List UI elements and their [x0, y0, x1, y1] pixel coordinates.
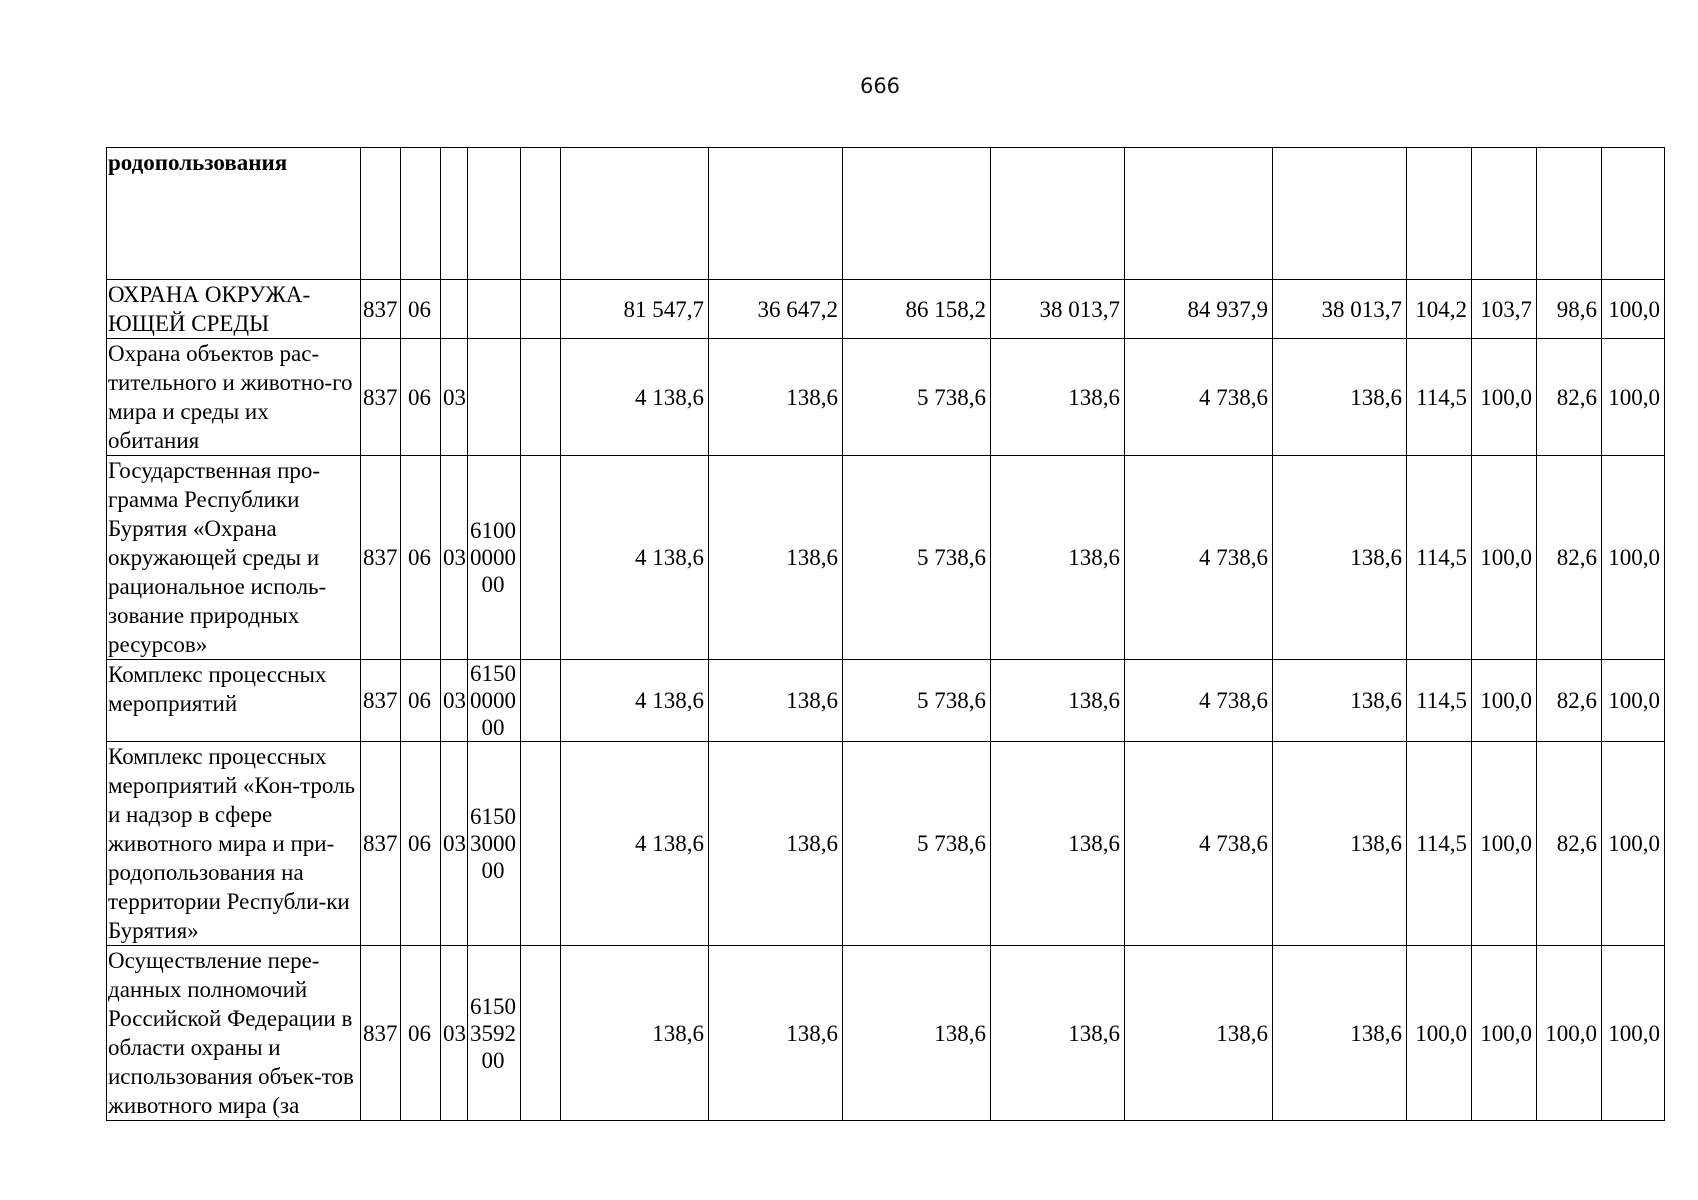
target-article-part: 6100 [470, 518, 516, 543]
percent-cell: 100,0 [1472, 456, 1537, 660]
target-article-cell [468, 742, 521, 946]
percent-cell: 82,6 [1537, 660, 1602, 742]
percent-cell: 103,7 [1472, 280, 1537, 339]
target-article-part: 00 [481, 1047, 505, 1073]
percent-cell: 114,5 [1407, 742, 1472, 946]
section-code-cell: 06 [401, 946, 441, 1121]
section-code-cell: 06 [401, 280, 441, 339]
section-code-cell: 06 [401, 339, 441, 456]
amount-cell: 138,6 [709, 946, 843, 1121]
percent-cell [1407, 148, 1472, 280]
percent-cell: 100,0 [1602, 456, 1665, 660]
table-row [107, 456, 1665, 660]
subsection-code-cell: 03 [441, 742, 468, 946]
subsection-code-cell: 03 [441, 946, 468, 1121]
amount-cell: 138,6 [991, 456, 1125, 660]
table-row [107, 946, 1665, 1121]
subsection-code-cell: 03 [441, 660, 468, 742]
amount-cell: 138,6 [991, 742, 1125, 946]
target-article-cell [468, 339, 521, 456]
amount-cell [561, 148, 709, 280]
section-code-cell: 06 [401, 456, 441, 660]
percent-cell [1472, 148, 1537, 280]
percent-cell: 100,0 [1602, 660, 1665, 742]
amount-cell: 138,6 [1273, 946, 1407, 1121]
percent-cell: 100,0 [1472, 660, 1537, 742]
ministry-code-cell [361, 148, 401, 280]
subsection-code-cell: 03 [441, 456, 468, 660]
target-article-part: 00 [481, 715, 505, 740]
ministry-code-cell: 837 [361, 280, 401, 339]
row-name-cell: Охрана объектов рас-тительного и животно-го мира и среды их обитания [107, 339, 361, 456]
percent-cell [1602, 148, 1665, 280]
amount-cell: 86 158,2 [843, 280, 991, 339]
amount-cell: 4 738,6 [1125, 456, 1273, 660]
amount-cell: 138,6 [1273, 339, 1407, 456]
amount-cell: 38 013,7 [991, 280, 1125, 339]
percent-cell [1537, 148, 1602, 280]
expense-type-cell [521, 280, 561, 339]
row-name-cell: Комплекс процессных мероприятий «Кон-троль и надзор в сфере животного мира и при-родопользования на территории Республи-ки Бурятия» [107, 742, 361, 946]
amount-cell: 84 937,9 [1125, 280, 1273, 339]
ministry-code-cell: 837 [361, 742, 401, 946]
table-row [107, 280, 1665, 339]
amount-cell: 138,6 [1273, 456, 1407, 660]
row-name-cell: Государственная про-грамма Республики Бурятия «Охрана окружающей среды и рациональное исполь-зование природных ресурсов» [107, 456, 361, 660]
percent-cell: 82,6 [1537, 339, 1602, 456]
row-name-cell: ОХРАНА ОКРУЖА-ЮЩЕЙ СРЕДЫ [107, 280, 361, 339]
percent-cell: 114,5 [1407, 456, 1472, 660]
ministry-code-cell: 837 [361, 660, 401, 742]
amount-cell: 4 138,6 [561, 339, 709, 456]
expense-type-cell [521, 456, 561, 660]
target-article-part: 0000 [470, 688, 516, 713]
percent-cell: 100,0 [1537, 946, 1602, 1121]
section-code-cell: 06 [401, 742, 441, 946]
target-article-cell [468, 148, 521, 280]
amount-cell [709, 148, 843, 280]
target-article-cell [468, 946, 521, 1121]
target-article-part: 00 [481, 572, 505, 597]
target-article-part: 00 [481, 858, 505, 883]
target-article-part: 6150 [470, 661, 516, 686]
amount-cell: 138,6 [709, 742, 843, 946]
amount-cell: 138,6 [1273, 742, 1407, 946]
amount-cell: 4 138,6 [561, 660, 709, 742]
amount-cell: 36 647,2 [709, 280, 843, 339]
percent-cell: 114,5 [1407, 660, 1472, 742]
section-code-cell [401, 148, 441, 280]
expense-type-cell [521, 339, 561, 456]
percent-cell: 100,0 [1472, 339, 1537, 456]
amount-cell: 38 013,7 [1273, 280, 1407, 339]
ministry-code-cell: 837 [361, 339, 401, 456]
amount-cell [1125, 148, 1273, 280]
amount-cell: 138,6 [991, 946, 1125, 1121]
target-article-cell [468, 280, 521, 339]
table-row [107, 660, 1665, 742]
amount-cell: 138,6 [843, 946, 991, 1121]
amount-cell: 138,6 [991, 660, 1125, 742]
page-number: 666 [859, 74, 901, 98]
amount-cell [843, 148, 991, 280]
amount-cell: 138,6 [1125, 946, 1273, 1121]
target-article-cell [468, 660, 521, 742]
amount-cell: 4 738,6 [1125, 339, 1273, 456]
percent-cell: 104,2 [1407, 280, 1472, 339]
percent-cell: 100,0 [1602, 742, 1665, 946]
target-article-cell [468, 456, 521, 660]
table-row [107, 148, 1665, 280]
table-body [107, 148, 1665, 1121]
row-name-cell: Осуществление пере-данных полномочий Российской Федерации в области охраны и использования объек-тов животного мира (за [107, 946, 361, 1121]
amount-cell: 5 738,6 [843, 660, 991, 742]
percent-cell: 100,0 [1472, 742, 1537, 946]
target-article-part: 3000 [470, 831, 516, 856]
percent-cell: 100,0 [1602, 339, 1665, 456]
percent-cell: 82,6 [1537, 456, 1602, 660]
expense-type-cell [521, 148, 561, 280]
target-article-part: 3592 [470, 1020, 516, 1046]
expense-type-cell [521, 660, 561, 742]
subsection-code-cell [441, 148, 468, 280]
ministry-code-cell: 837 [361, 456, 401, 660]
target-article-part: 6150 [470, 804, 516, 829]
percent-cell: 100,0 [1407, 946, 1472, 1121]
amount-cell: 138,6 [991, 339, 1125, 456]
target-article-part: 6150 [470, 993, 516, 1019]
table-row [107, 339, 1665, 456]
subsection-code-cell [441, 280, 468, 339]
amount-cell: 81 547,7 [561, 280, 709, 339]
section-code-cell: 06 [401, 660, 441, 742]
amount-cell: 4 738,6 [1125, 742, 1273, 946]
amount-cell: 138,6 [1273, 660, 1407, 742]
ministry-code-cell: 837 [361, 946, 401, 1121]
amount-cell: 138,6 [561, 946, 709, 1121]
percent-cell: 100,0 [1602, 946, 1665, 1121]
amount-cell: 138,6 [709, 660, 843, 742]
budget-table [106, 147, 1665, 1121]
amount-cell: 5 738,6 [843, 339, 991, 456]
target-article-part: 0000 [470, 545, 516, 570]
percent-cell: 82,6 [1537, 742, 1602, 946]
amount-cell [1273, 148, 1407, 280]
amount-cell: 4 138,6 [561, 456, 709, 660]
percent-cell: 100,0 [1472, 946, 1537, 1121]
percent-cell: 100,0 [1602, 280, 1665, 339]
amount-cell: 138,6 [709, 339, 843, 456]
row-name-cell: родопользования [107, 148, 361, 280]
amount-cell: 5 738,6 [843, 456, 991, 660]
amount-cell: 5 738,6 [843, 742, 991, 946]
expense-type-cell [521, 742, 561, 946]
expense-type-cell [521, 946, 561, 1121]
amount-cell: 138,6 [709, 456, 843, 660]
percent-cell: 98,6 [1537, 280, 1602, 339]
percent-cell: 114,5 [1407, 339, 1472, 456]
subsection-code-cell: 03 [441, 339, 468, 456]
amount-cell [991, 148, 1125, 280]
amount-cell: 4 738,6 [1125, 660, 1273, 742]
row-name-cell: Комплекс процессных мероприятий [107, 660, 361, 742]
amount-cell: 4 138,6 [561, 742, 709, 946]
table-row [107, 742, 1665, 946]
